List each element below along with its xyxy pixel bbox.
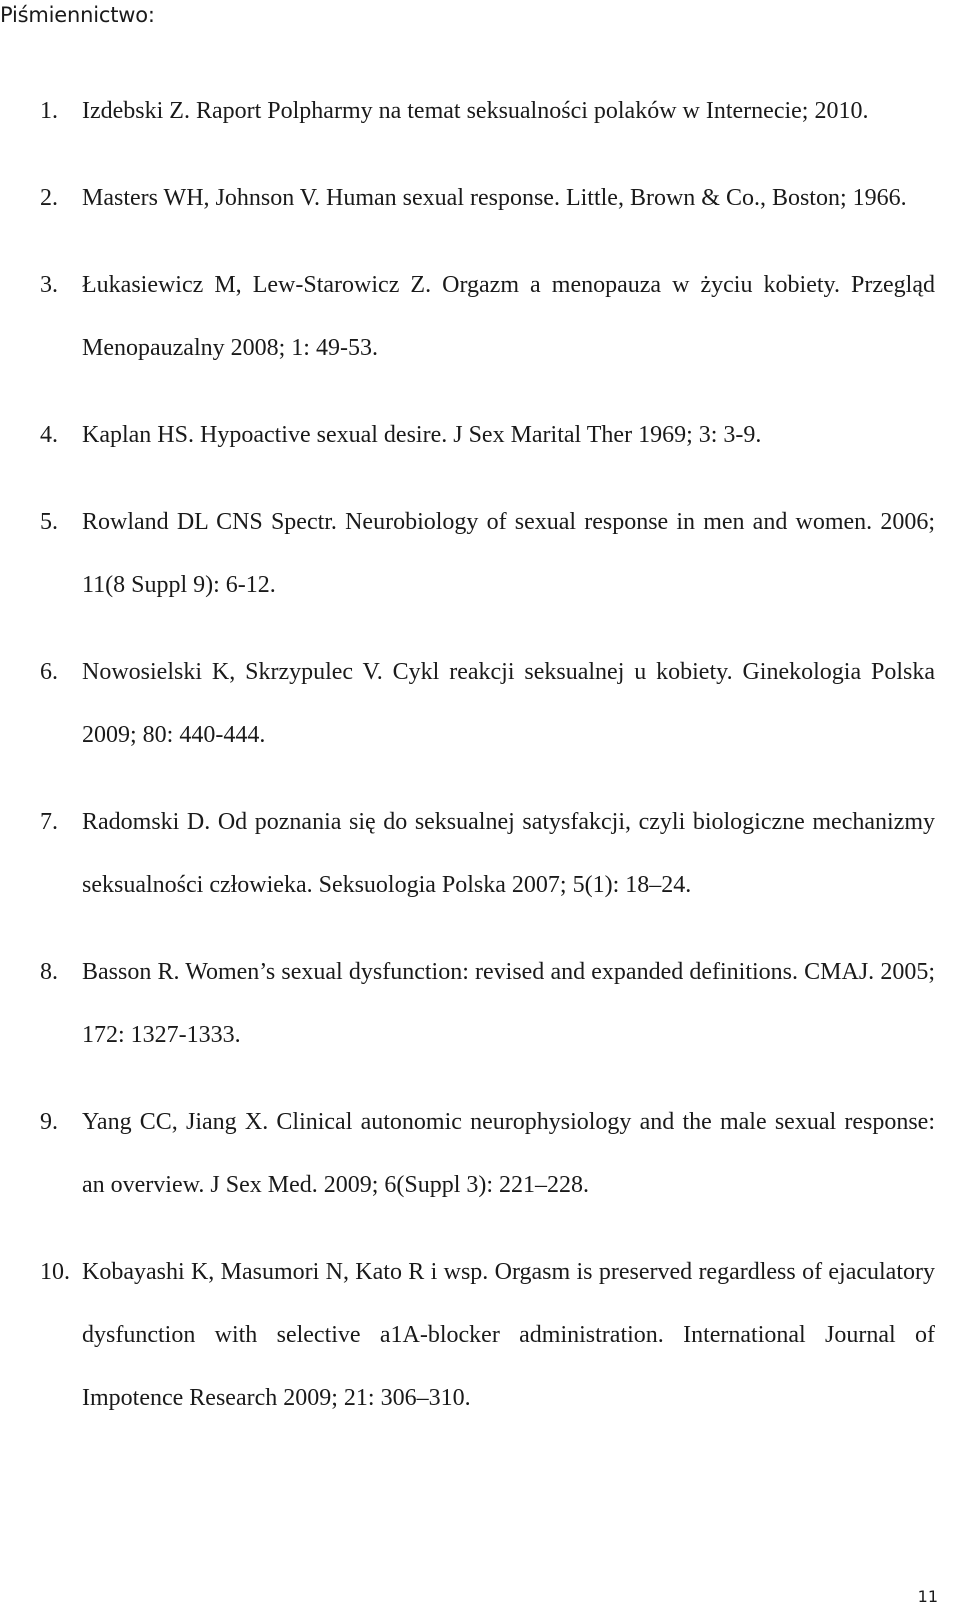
reference-number: 8.: [40, 959, 58, 985]
reference-text: Rowland DL CNS Spectr. Neurobiology of sexual response in men and women. 2006; 11(8 Suppl 9): 6-12.: [82, 509, 935, 598]
reference-number: 9.: [40, 1109, 58, 1135]
reference-list: [40, 80, 935, 1430]
reference-text: Masters WH, Johnson V. Human sexual response. Little, Brown & Co., Boston; 1966.: [82, 185, 907, 211]
reference-number: 3.: [40, 272, 58, 298]
reference-item-5: [40, 491, 935, 617]
reference-item-2: [40, 167, 935, 230]
reference-text: Łukasiewicz M, Lew-Starowicz Z. Orgazm a menopauza w życiu kobiety. Przegląd Menopauzalny 2008; 1: 49-53.: [82, 272, 935, 361]
reference-text: Basson R. Women’s sexual dysfunction: revised and expanded definitions. CMAJ. 2005; 172: 1327-1333.: [82, 959, 935, 1048]
reference-number: 5.: [40, 509, 58, 535]
reference-number: 2.: [40, 185, 58, 211]
reference-text: Nowosielski K, Skrzypulec V. Cykl reakcji seksualnej u kobiety. Ginekologia Polska 2009; 80: 440-444.: [82, 659, 935, 748]
reference-number: 4.: [40, 422, 58, 448]
reference-item-4: [40, 404, 935, 467]
reference-text: Radomski D. Od poznania się do seksualnej satysfakcji, czyli biologiczne mechanizmy seksualności człowieka. Seksuologia Polska 2007; 5(1): 18–24.: [82, 809, 935, 898]
reference-text: Kaplan HS. Hypoactive sexual desire. J Sex Marital Ther 1969; 3: 3-9.: [82, 422, 762, 448]
reference-item-6: [40, 641, 935, 767]
reference-text: Kobayashi K, Masumori N, Kato R i wsp. Orgasm is preserved regardless of ejaculatory dysfunction with selective a1A-blocker administration. International Journal of Impotence Research 2009; 21: 306–310.: [82, 1259, 935, 1411]
reference-text: Yang CC, Jiang X. Clinical autonomic neurophysiology and the male sexual response: an overview. J Sex Med. 2009; 6(Suppl 3): 221–228.: [82, 1109, 935, 1198]
reference-item-10: [40, 1241, 935, 1430]
reference-number: 1.: [40, 98, 58, 124]
page-number: 11: [917, 1587, 938, 1606]
reference-item-1: [40, 80, 935, 143]
reference-number: 10.: [40, 1259, 70, 1285]
page-heading: Piśmiennictwo:: [0, 3, 155, 27]
reference-number: 7.: [40, 809, 58, 835]
reference-item-9: [40, 1091, 935, 1217]
reference-item-7: [40, 791, 935, 917]
reference-number: 6.: [40, 659, 58, 685]
reference-item-3: [40, 254, 935, 380]
reference-item-8: [40, 941, 935, 1067]
reference-text: Izdebski Z. Raport Polpharmy na temat seksualności polaków w Internecie; 2010.: [82, 98, 869, 124]
